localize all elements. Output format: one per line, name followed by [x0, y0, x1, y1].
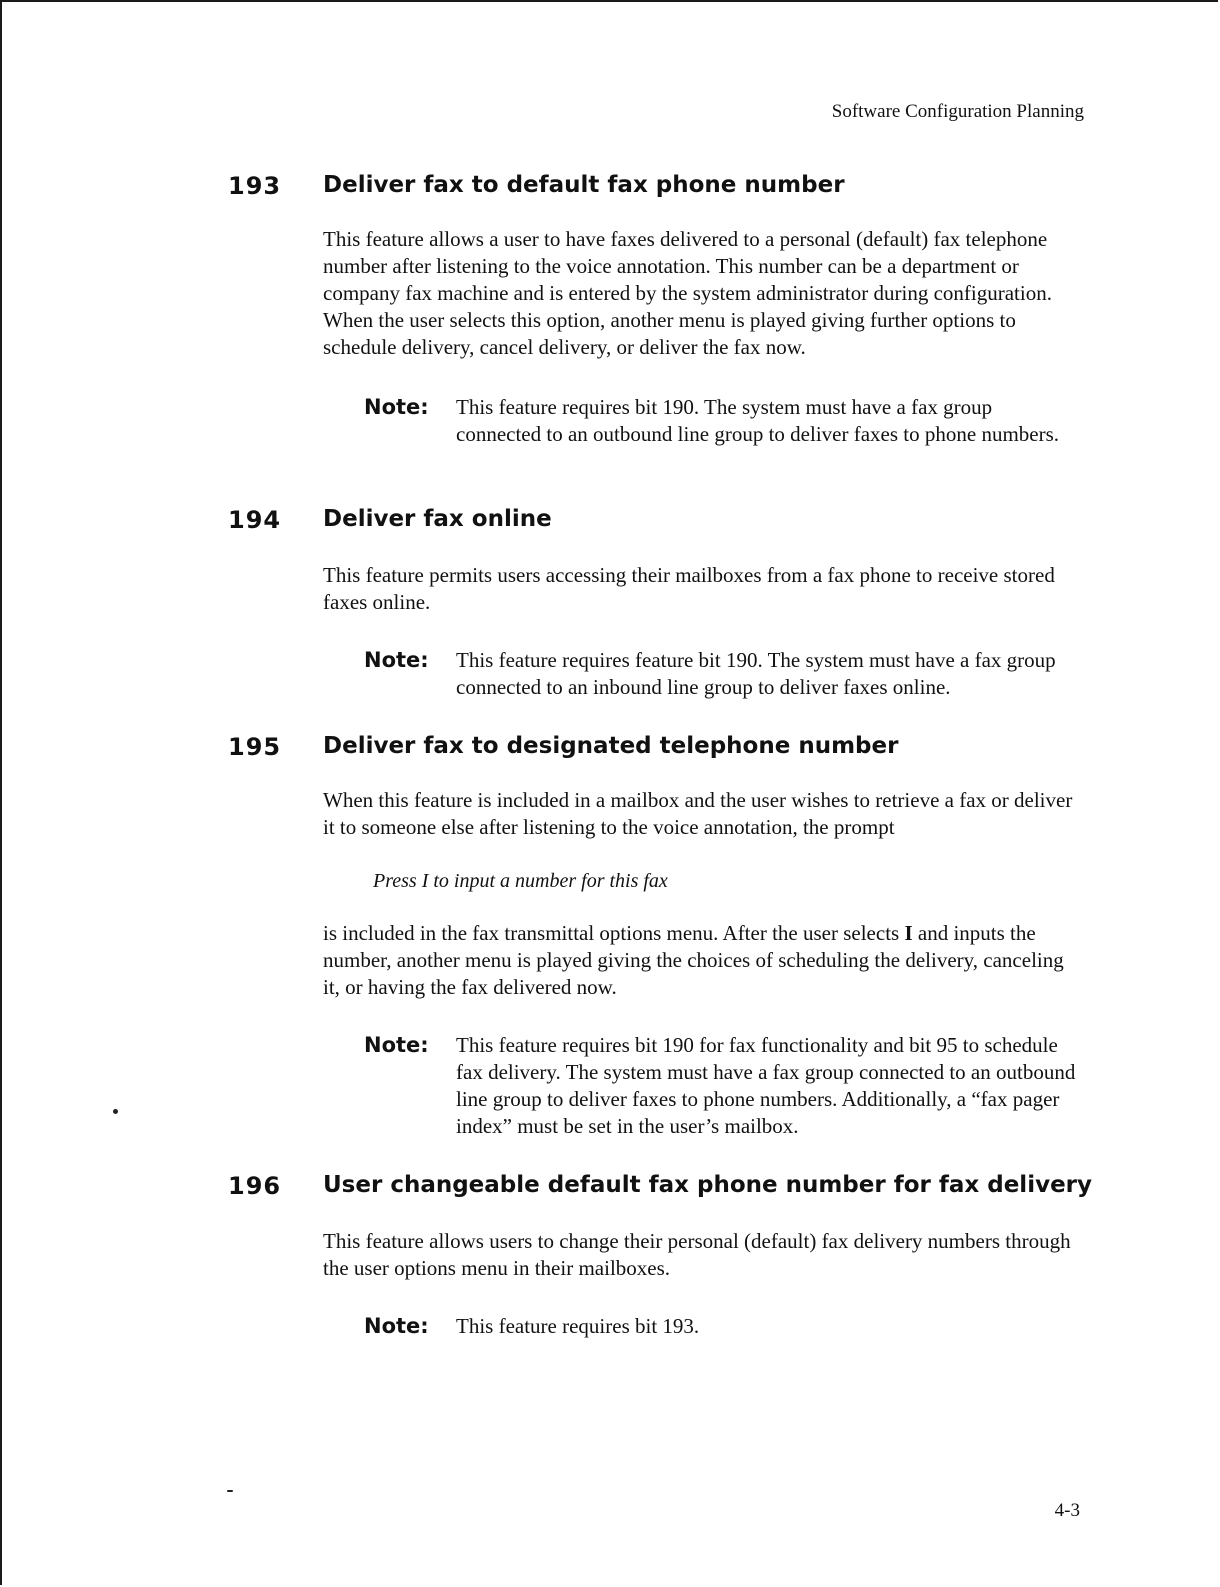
feature-description-195: When this feature is included in a mailbox and the user wishes to retrieve a fax or deliver it to someone else after listening to the voice annotation, the prompt [323, 788, 1073, 839]
feature-description-194: This feature permits users accessing their mailboxes from a fax phone to receive stored faxes online. [323, 563, 1055, 614]
note-label-196: Note: [364, 1314, 429, 1338]
feature-number-195: 195 [228, 733, 282, 761]
feature-description-193: This feature allows a user to have faxes delivered to a personal (default) fax telephone number after listening to the voice annotation. This number can be a department or company fax machine and is entered by the system administrator during configuration. When the user selects this option, another menu is played giving further options to schedule delivery, cancel delivery, or deliver the fax now. [323, 227, 1052, 359]
feature-description-195-continued [323, 920, 1083, 1001]
note-text-194: This feature requires feature bit 190. The system must have a fax group connected to an inbound line group to deliver faxes online. [456, 648, 1056, 699]
page-number: 4-3 [1054, 1500, 1080, 1521]
key-press-label: I [904, 921, 913, 945]
feature-number-196: 196 [228, 1172, 282, 1200]
feature-title-195: Deliver fax to designated telephone number [323, 733, 899, 759]
note-label-193: Note: [364, 395, 429, 419]
body-continued-part-1: is included in the fax transmittal options menu. After the user selects [323, 921, 905, 945]
body-continued-part-2: and inputs the number, another menu is played giving the choices of scheduling the delivery, canceling it, or having the fax delivered now. [323, 921, 1064, 999]
scan-speck [227, 1490, 233, 1492]
voice-prompt-text: Press I to input a number for this fax [373, 870, 668, 892]
note-text-193: This feature requires bit 190. The system must have a fax group connected to an outbound line group to deliver faxes to phone numbers. [456, 395, 1060, 446]
feature-title-193: Deliver fax to default fax phone number [323, 172, 845, 198]
scan-speck [113, 1109, 118, 1114]
note-label-194: Note: [364, 648, 429, 672]
note-text-195: This feature requires bit 190 for fax functionality and bit 95 to schedule fax delivery. The system must have a fax group connected to an outbound line group to deliver faxes to phone numbers. Additionally, a “fax pager index” must be set in the user’s mailbox. [456, 1033, 1076, 1138]
running-header: Software Configuration Planning [831, 101, 1084, 122]
note-label-195: Note: [364, 1033, 429, 1057]
feature-number-194: 194 [228, 506, 282, 534]
note-text-196: This feature requires bit 193. [456, 1314, 700, 1338]
feature-title-194: Deliver fax online [323, 506, 552, 532]
feature-description-196: This feature allows users to change their personal (default) fax delivery numbers through the user options menu in their mailboxes. [323, 1229, 1071, 1280]
feature-number-193: 193 [228, 172, 282, 200]
feature-title-196: User changeable default fax phone number for fax delivery [323, 1172, 1093, 1198]
